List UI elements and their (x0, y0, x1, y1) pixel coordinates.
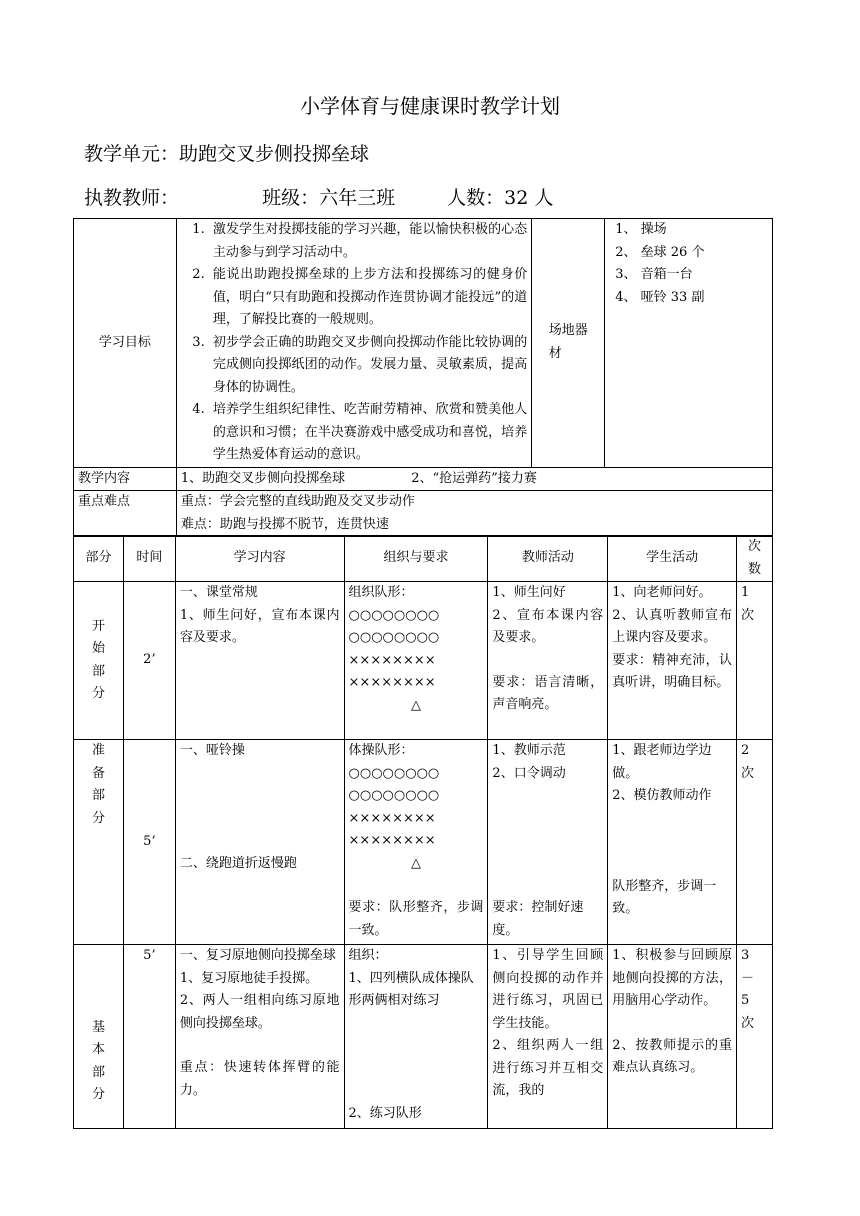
teacher-activity-cell (488, 740, 608, 945)
content-line: 1、复习原地徒手投掷。 (179, 970, 319, 986)
venue-item: 2、 垒球 26 个 (615, 244, 705, 260)
venue-item: 3、 音箱一台 (615, 267, 693, 282)
times-cell: 3－5次 (736, 945, 772, 1129)
student-line: 1、向老师问好。 (612, 585, 712, 600)
teacher-line: 1、引导学生回顾侧向投掷的动作并进行练习，巩固已学生技能。 (492, 948, 604, 1031)
org-requirement: 要求：队形整齐，步调一致。 (348, 900, 484, 938)
student-activity-cell (608, 945, 737, 1129)
header-teacher: 教师活动 (488, 536, 608, 582)
header-part: 部分 (74, 536, 124, 582)
header-student: 学生活动 (608, 536, 737, 582)
content-line: 重点：快速转体挥臂的能力。 (179, 1060, 340, 1098)
content-cell (175, 945, 344, 1129)
content-line: 1、师生问好，宣布本课内容及要求。 (179, 607, 340, 645)
teacher-label: 执教教师： (84, 187, 180, 209)
header-info-line (84, 183, 553, 210)
content-line: 二、绕跑道折返慢跑 (179, 855, 297, 871)
teacher-activity-cell (488, 582, 608, 740)
class-label: 班级：六年三班 (262, 187, 396, 209)
venue-list (605, 219, 773, 468)
objectives-row (74, 219, 773, 468)
formation-circles-row: ○○○○○○○○ (348, 788, 440, 803)
content-cell (175, 740, 344, 945)
objective-item: 3. 初步学会正确的助跑交叉步侧向投掷动作能比较协调的完成侧向投掷纸团的动作。发展力量、灵敏素质，提高身体的协调性。 (209, 332, 527, 400)
part-label: 开始部分 (74, 582, 124, 740)
org-line: 1、四列横队成体操队形两俩相对练习 (348, 970, 474, 1008)
section-start-row (74, 582, 773, 740)
header-times: 次数 (736, 536, 772, 582)
objective-item: 4. 培养学生组织纪律性、吃苦耐劳精神、欣赏和赞美他人的意识和习惯；在半决赛游戏中感受成功和喜悦，培养学生热爱体育运动的意识。 (209, 399, 527, 467)
student-count: 人数：32 人 (447, 187, 554, 209)
part-label: 基本部分 (74, 945, 124, 1129)
formation-crosses-row: ×××××××× (348, 675, 436, 690)
formation-crosses-row: ×××××××× (348, 652, 436, 668)
time-cell: 2’ (123, 582, 175, 740)
objective-item: 1. 激发学生对投掷技能的学习兴趣，能以愉快积极的心态主动参与到学习活动中。 (209, 219, 527, 264)
student-activity-cell (608, 740, 737, 945)
teacher-line: 2、口令调动 (492, 765, 566, 781)
header-organization: 组织与要求 (344, 536, 488, 582)
content-row (74, 467, 773, 491)
content-label: 教学内容 (74, 467, 177, 491)
objective-item: 2. 能说出助跑投掷垒球的上步方法和投掷练习的健身价值，明白“只有助跑和投掷动作连贯协调才能投远”的道理，了解投比赛的一般规则。 (209, 264, 527, 332)
content-item-1: 1、助跑交叉步侧向投掷垒球 (180, 470, 346, 486)
teacher-line: 2、组织两人一组进行练习并互相交流，我的 (492, 1038, 604, 1098)
student-line: 1、积极参与回顾原地侧向投掷的方法，用脑用心学动作。 (612, 948, 732, 1008)
part-label: 准备部分 (74, 740, 124, 945)
content-line: 一、课堂常规 (179, 585, 258, 600)
student-line: 2、模仿教师动作 (612, 788, 712, 803)
time-cell: 5’ (123, 740, 175, 945)
section-prep-row (74, 740, 773, 945)
content-cell (175, 582, 344, 740)
content-cell (176, 467, 772, 491)
student-line: 2、认真听教师宣布上课内容及要求。 (612, 607, 732, 645)
teacher-line: 1、教师示范 (492, 743, 566, 758)
times-cell: 2次 (736, 740, 772, 945)
content-line: 一、哑铃操 (179, 743, 245, 758)
teacher-line: 2、宣布本课内容及要求。 (492, 607, 604, 645)
formation-circles-row: ○○○○○○○○ (348, 765, 440, 781)
formation-circles-row: ○○○○○○○○ (348, 630, 440, 645)
teacher-activity-cell (488, 945, 608, 1129)
content-line: 一、复习原地侧向投掷垒球 (179, 948, 336, 963)
section-basic-row (74, 945, 773, 1129)
keypoints-row (74, 491, 773, 537)
venue-label: 场地器材 (532, 219, 605, 468)
teaching-unit: 教学单元：助跑交叉步侧投掷垒球 (84, 143, 370, 165)
objectives-list (176, 219, 531, 468)
student-line: 2、按教师提示的重难点认真练习。 (612, 1037, 732, 1075)
formation-crosses-row: ×××××××× (348, 810, 436, 826)
teacher-line: 1、师生问好 (492, 585, 566, 600)
formation-circles-row: ○○○○○○○○ (348, 607, 440, 623)
org-title: 组织队形： (348, 585, 414, 600)
keypoints-label: 重点难点 (74, 491, 177, 537)
organization-cell (344, 945, 488, 1129)
header-row (74, 536, 773, 582)
student-line: 队形整齐，步调一致。 (612, 878, 717, 916)
formation-crosses-row: ×××××××× (348, 833, 436, 848)
overview-table (73, 218, 773, 537)
times-cell: 1次 (736, 582, 772, 740)
org-title: 体操队形： (348, 743, 414, 758)
content-item-2: 2、“抢运弹药”接力赛 (411, 470, 537, 486)
teacher-position-triangle: △ (410, 697, 421, 713)
keypoints-cell (176, 491, 772, 537)
teacher-line: 要求：语言清晰，声音响亮。 (492, 674, 604, 712)
lesson-plan-table (73, 535, 773, 1129)
teacher-position-triangle: △ (410, 855, 421, 871)
venue-item: 4、 哑铃 33 副 (615, 289, 705, 305)
student-activity-cell (608, 582, 737, 740)
header-content: 学习内容 (175, 536, 344, 582)
venue-item: 1、 操场 (615, 222, 667, 237)
content-line: 2、两人一组相向练习原地侧向投掷垒球。 (179, 993, 340, 1031)
header-time: 时间 (123, 536, 175, 582)
time-cell: 5’ (123, 945, 175, 1129)
objectives-label: 学习目标 (74, 219, 177, 468)
page-title: 小学体育与健康课时教学计划 (300, 94, 560, 118)
keypoint-text: 重点：学会完整的直线助跑及交叉步动作 (180, 494, 415, 509)
org-title: 组织： (348, 948, 388, 963)
organization-cell (344, 740, 488, 945)
teacher-line: 要求：控制好速度。 (492, 900, 584, 938)
difficulty-text: 难点：助跑与投掷不脱节，连贯快速 (180, 516, 389, 532)
organization-cell (344, 582, 488, 740)
org-line: 2、练习队形 (348, 1105, 422, 1121)
student-line: 1、跟老师边学边做。 (612, 743, 712, 781)
student-line: 要求：精神充沛，认真听讲，明确目标。 (612, 652, 732, 690)
